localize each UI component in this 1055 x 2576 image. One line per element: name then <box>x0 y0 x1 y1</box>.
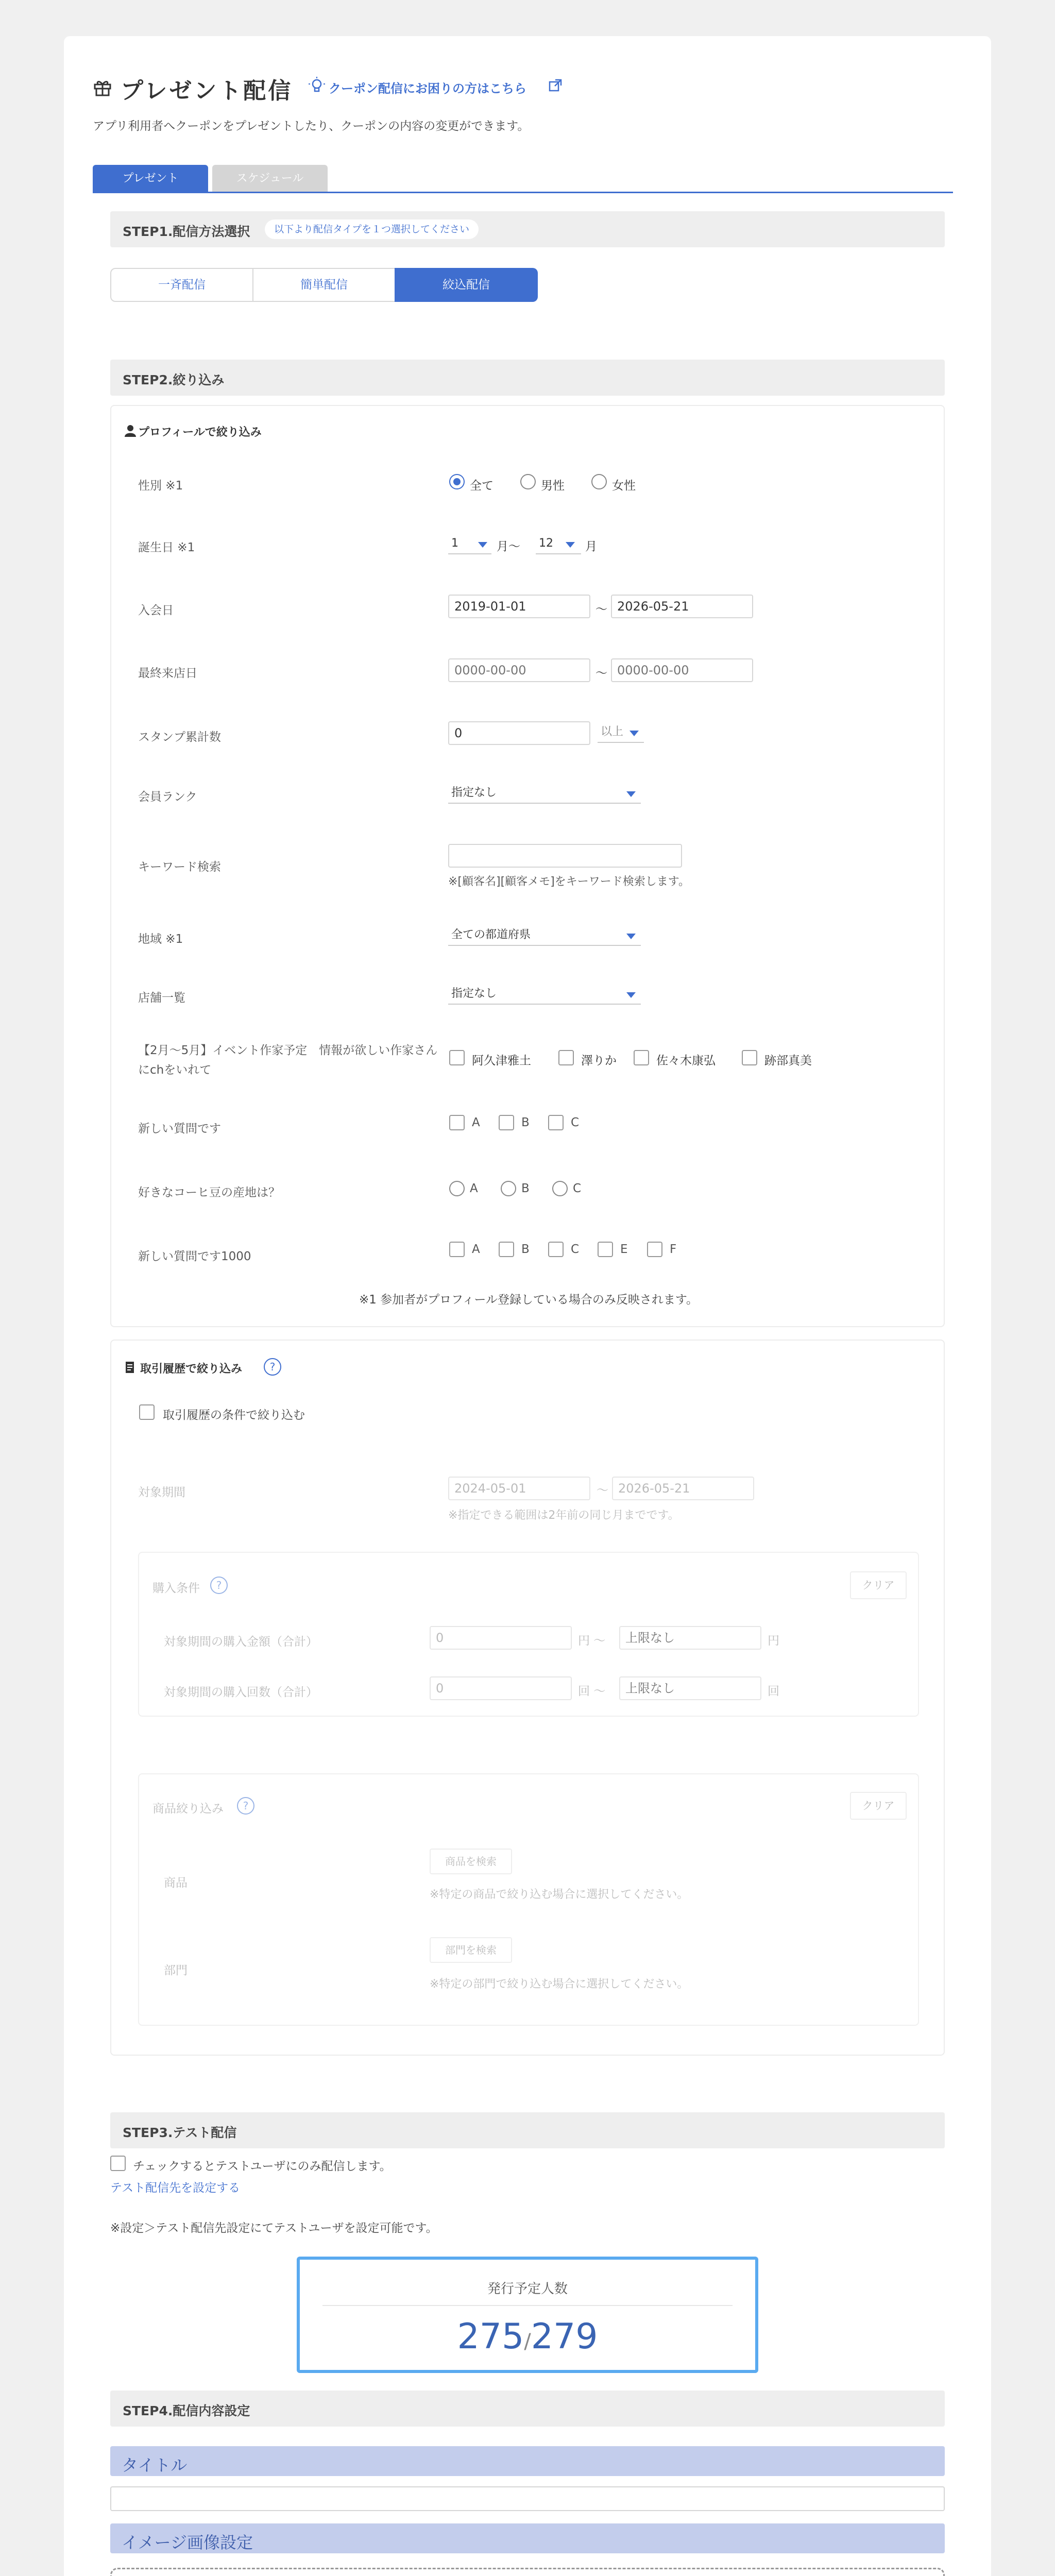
delivery-option-all[interactable]: 一斉配信 <box>110 268 253 302</box>
user-icon <box>125 425 136 437</box>
product-filter-heading: 商品絞り込み <box>152 1802 224 1816</box>
test-delivery-checkbox[interactable] <box>110 2156 126 2171</box>
question3-radio-b[interactable] <box>501 1181 516 1196</box>
keyword-input[interactable] <box>448 844 682 868</box>
last-visit-from[interactable] <box>448 658 590 682</box>
title-section-bar <box>110 2446 945 2476</box>
birthday-suffix: 月 <box>585 540 597 553</box>
amount-min[interactable]: 0 <box>430 1626 572 1650</box>
test-delivery-link[interactable]: テスト配信先を設定する <box>110 2181 241 2195</box>
product-note: ※特定の商品で絞り込む場合に選択してください。 <box>430 1888 689 1901</box>
question2-option-c: C <box>571 1116 580 1129</box>
receipt-icon <box>125 1361 135 1374</box>
tab-present[interactable]: プレゼント <box>93 165 208 193</box>
dept-search-button[interactable]: 部門を検索 <box>430 1937 512 1963</box>
join-date-sep: 〜 <box>595 603 607 616</box>
gender-radio-all[interactable] <box>449 474 465 489</box>
question4-option-e: E <box>620 1243 628 1256</box>
question1-option-3: 佐々木康弘 <box>656 1054 716 1067</box>
count-max[interactable] <box>619 1676 761 1700</box>
region-select[interactable]: 全ての都道府県 <box>448 925 641 946</box>
amount-label: 対象期間の購入金額（合計） <box>164 1635 318 1649</box>
gender-radio-male[interactable] <box>520 474 536 489</box>
dept-note: ※特定の部門で絞り込む場合に選択してください。 <box>430 1978 689 1991</box>
stamp-op-select[interactable]: 以上 <box>598 722 644 743</box>
question3-label: 好きなコーヒ豆の産地は？ <box>138 1186 280 1199</box>
issue-count-label: 発行予定人数 <box>487 2281 568 2297</box>
join-date-to[interactable]: 2026-05-21 <box>611 595 753 618</box>
last-visit-label: 最終来店日 <box>138 667 197 680</box>
gender-option-all: 全て <box>470 479 494 493</box>
delivery-option-simple[interactable]: 簡単配信 <box>252 268 396 302</box>
question1-option-1: 阿久津雅土 <box>472 1054 531 1067</box>
count-min[interactable]: 0 <box>430 1676 572 1700</box>
stamp-count-label: スタンプ累計数 <box>138 731 221 744</box>
store-label: 店舗一覧 <box>138 991 185 1005</box>
keyword-note: ※[顧客名][顧客メモ]をキーワード検索します。 <box>448 875 690 888</box>
gift-icon <box>93 77 112 97</box>
question1-checkbox-3[interactable] <box>634 1050 649 1065</box>
question3-option-b: B <box>521 1182 530 1195</box>
image-section-heading: イメージ画像設定 <box>122 2533 253 2552</box>
question4-checkbox-a[interactable] <box>449 1242 465 1257</box>
question4-option-b: B <box>521 1243 530 1256</box>
question4-option-a: A <box>472 1243 480 1256</box>
step4-title: STEP4.配信内容設定 <box>123 2403 250 2418</box>
history-enable-label: 取引履歴の条件で絞り込む <box>163 1409 305 1422</box>
chevron-down-icon <box>626 791 636 797</box>
step1-hint: 以下より配信タイプを１つ選択してください <box>265 219 479 239</box>
main-card <box>64 36 991 2576</box>
join-date-from[interactable]: 2019-01-01 <box>448 595 590 618</box>
issue-count-value <box>300 2316 755 2357</box>
rank-label: 会員ランク <box>138 790 197 804</box>
page-title: プレゼント配信 <box>121 78 293 104</box>
birthday-from-select[interactable]: 1 <box>448 534 491 554</box>
step3-title: STEP3.テスト配信 <box>123 2125 237 2140</box>
count-unit: 回 <box>768 1685 779 1698</box>
question1-option-2: 澤りか <box>581 1054 617 1067</box>
history-filter-heading: 取引履歴で絞り込み <box>140 1363 243 1376</box>
birthday-label: 誕生日 ※1 <box>138 541 195 554</box>
question1-label: 【2月〜5月】イベント作家予定 情報が欲しい作家さんにchをいれて <box>138 1044 438 1077</box>
question2-checkbox-c[interactable] <box>548 1115 564 1130</box>
help-link[interactable]: クーポン配信にお困りの方はこちら <box>329 81 526 96</box>
birthday-to-select[interactable]: 12 <box>536 534 581 554</box>
period-label: 対象期間 <box>138 1486 185 1499</box>
dept-label: 部門 <box>164 1964 188 1977</box>
question2-checkbox-b[interactable] <box>499 1115 514 1130</box>
history-enable-checkbox[interactable] <box>139 1404 155 1420</box>
birthday-mid: 月〜 <box>497 540 520 553</box>
step2-title: STEP2.絞り込み <box>123 372 225 387</box>
lightbulb-icon <box>308 76 326 94</box>
gender-radio-female[interactable] <box>591 474 607 489</box>
chevron-down-icon <box>626 934 636 939</box>
product-filter-box <box>138 1773 919 2026</box>
profile-filter-heading: プロフィールで絞り込み <box>138 426 262 439</box>
test-delivery-label: チェックするとテストユーザにのみ配信します。 <box>133 2160 392 2173</box>
last-visit-to[interactable] <box>611 658 753 682</box>
chevron-down-icon <box>566 542 575 548</box>
period-from[interactable]: 2024-05-01 <box>448 1477 590 1500</box>
tab-schedule[interactable]: スケジュール <box>212 165 328 193</box>
product-label: 商品 <box>164 1876 188 1890</box>
question4-option-c: C <box>571 1243 580 1256</box>
question2-option-a: A <box>472 1116 480 1129</box>
chevron-down-icon <box>478 542 487 548</box>
image-section-bar <box>110 2523 945 2553</box>
step4-header <box>110 2391 945 2427</box>
title-input[interactable] <box>110 2486 945 2511</box>
period-to[interactable]: 2026-05-21 <box>612 1477 754 1500</box>
amount-unit-mid: 円 〜 <box>578 1634 606 1648</box>
tab-underline <box>93 192 953 193</box>
help-icon[interactable]: ? <box>237 1797 254 1815</box>
gender-option-female: 女性 <box>612 479 636 493</box>
history-filter-panel <box>110 1340 945 2056</box>
issue-count-sep: / <box>524 2330 531 2353</box>
issue-count-total: 279 <box>531 2316 598 2357</box>
gender-option-male: 男性 <box>541 479 565 493</box>
issue-count-divider <box>322 2305 733 2306</box>
question4-checkbox-f[interactable] <box>647 1242 662 1257</box>
product-search-button[interactable]: 商品を検索 <box>430 1849 512 1874</box>
purchase-clear-button[interactable]: クリア <box>850 1571 907 1599</box>
period-note: ※指定できる範囲は2年前の同じ月までです。 <box>448 1509 679 1522</box>
question4-checkbox-e[interactable] <box>598 1242 613 1257</box>
question3-radio-c[interactable] <box>552 1181 568 1196</box>
page-description: アプリ利用者へクーポンをプレゼントしたり、クーポンの内容の変更ができます。 <box>93 120 530 133</box>
chevron-down-icon <box>629 731 639 736</box>
external-link-icon[interactable] <box>548 78 563 93</box>
question1-checkbox-2[interactable] <box>558 1050 574 1065</box>
keyword-label: キーワード検索 <box>138 860 221 874</box>
issue-count-current: 275 <box>457 2316 524 2357</box>
count-label: 対象期間の購入回数（合計） <box>164 1686 318 1699</box>
question2-label: 新しい質問です <box>138 1122 221 1136</box>
question1-checkbox-1[interactable] <box>449 1050 465 1065</box>
product-clear-button[interactable]: クリア <box>850 1792 907 1820</box>
question3-option-a: A <box>470 1182 478 1195</box>
stamp-count-input[interactable]: 0 <box>448 721 590 745</box>
delivery-option-filter[interactable]: 絞込配信 <box>395 268 538 302</box>
question1-checkbox-4[interactable] <box>742 1050 757 1065</box>
help-icon[interactable]: ? <box>264 1358 281 1376</box>
question4-option-f: F <box>670 1243 677 1256</box>
count-unit-mid: 回 〜 <box>578 1685 606 1698</box>
question3-radio-a[interactable] <box>449 1181 465 1196</box>
join-date-label: 入会日 <box>138 604 174 617</box>
step1-header <box>110 211 945 247</box>
step2-header <box>110 360 945 396</box>
image-dropzone[interactable] <box>110 2568 945 2576</box>
profile-footnote: ※1 参加者がプロフィール登録している場合のみ反映されます。 <box>359 1293 699 1307</box>
gender-label: 性別 ※1 <box>138 479 183 493</box>
question1-option-4: 跡部真美 <box>764 1054 812 1067</box>
question4-checkbox-c[interactable] <box>548 1242 564 1257</box>
issue-count-box <box>297 2257 758 2373</box>
purchase-heading: 購入条件 <box>152 1582 200 1595</box>
chevron-down-icon <box>626 992 636 998</box>
title-section-heading: タイトル <box>122 2455 188 2475</box>
store-select[interactable]: 指定なし <box>448 984 641 1005</box>
test-delivery-note: ※設定＞テスト配信先設定にてテストユーザを設定可能です。 <box>110 2222 438 2235</box>
amount-max[interactable] <box>619 1626 761 1650</box>
region-label: 地域 ※1 <box>138 933 183 946</box>
amount-unit: 円 <box>768 1634 779 1648</box>
last-visit-sep: 〜 <box>595 667 607 680</box>
rank-select[interactable]: 指定なし <box>448 783 641 804</box>
period-sep: 〜 <box>597 1484 608 1497</box>
question2-checkbox-a[interactable] <box>449 1115 465 1130</box>
purchase-conditions-box <box>138 1552 919 1717</box>
help-icon[interactable]: ? <box>210 1577 228 1594</box>
question3-option-c: C <box>573 1182 582 1195</box>
question4-label: 新しい質問です1000 <box>138 1250 251 1263</box>
step1-title: STEP1.配信方法選択 <box>123 224 250 239</box>
question4-checkbox-b[interactable] <box>499 1242 514 1257</box>
step3-header <box>110 2112 945 2148</box>
profile-filter-panel <box>110 405 945 1327</box>
question2-option-b: B <box>521 1116 530 1129</box>
